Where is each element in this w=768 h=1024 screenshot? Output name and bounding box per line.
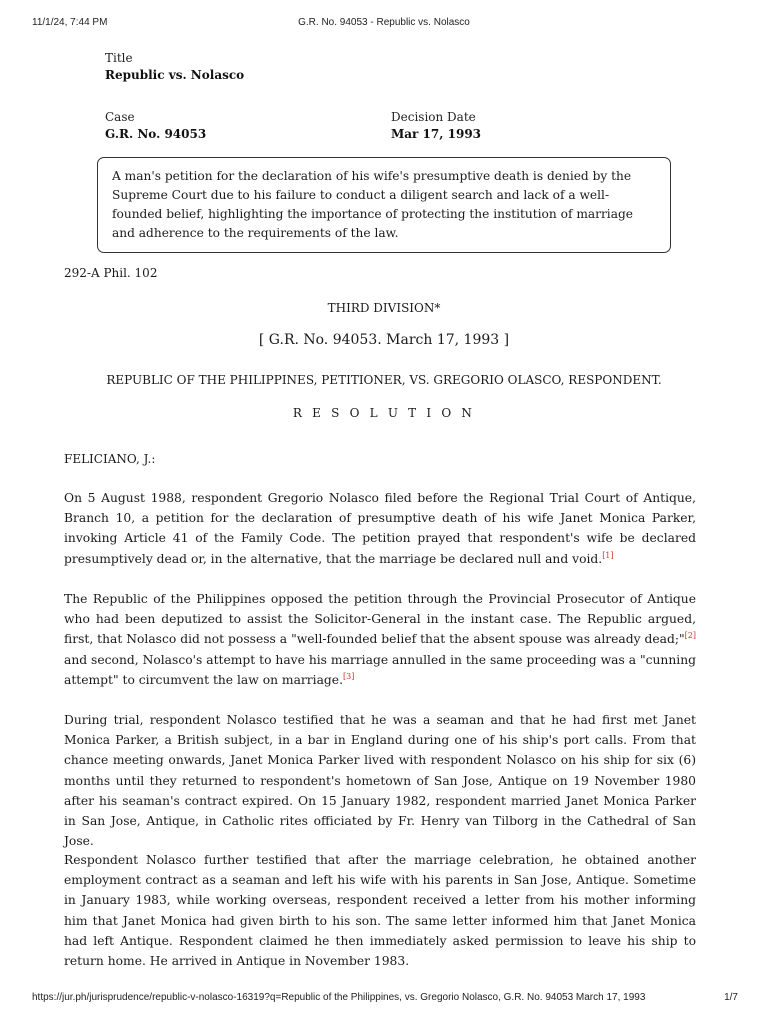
decision-date-value: Mar 17, 1993 xyxy=(391,127,482,141)
case-number-heading: [ G.R. No. 94053. March 17, 1993 ] xyxy=(258,332,510,348)
paragraph-2 xyxy=(64,589,696,690)
print-doc-title: G.R. No. 94053 - Republic vs. Nolasco xyxy=(298,17,470,28)
parties-heading: REPUBLIC OF THE PHILIPPINES, PETITIONER, VS. GREGORIO OLASCO, RESPONDENT. xyxy=(106,373,662,387)
footnote-link-3[interactable]: [3] xyxy=(343,671,355,681)
paragraph-2-text-b: and second, Nolasco's attempt to have his marriage annulled in the same proceeding was a "cunning attempt" to circumvent the law on marriage. xyxy=(64,652,696,687)
page-number: 1/7 xyxy=(724,992,738,1003)
case-summary-box: A man's petition for the declaration of his wife's presumptive death is denied by the Supreme Court due to his failure to conduct a diligent search and lack of a well-founded belief, highlighting the importance of protecting the institution of marriage and adherence to the requirements of the law. xyxy=(97,157,671,253)
paragraph-1-text: On 5 August 1988, respondent Gregorio Nolasco filed before the Regional Trial Court of Antique, Branch 10, a petition for the declaration of presumptive death of his wife Janet Monica Parker, invoking Article 41 of the Family Code. The petition prayed that respondent's wife be declared presumptively dead or, in the alternative, that the marriage be declared null and void. xyxy=(64,491,696,566)
title-value: Republic vs. Nolasco xyxy=(105,68,245,82)
print-header xyxy=(0,13,768,29)
paragraph-4: Respondent Nolasco further testified that after the marriage celebration, he obtained another employment contract as a seaman and left his wife with his parents in San Jose, Antique. Sometime in January 1983, while working overseas, respondent received a letter from his mother informing him that Janet Monica had given birth to his son. The same letter informed him that Janet Monica had left Antique. Respondent claimed he then immediately asked permission to leave his ship to return home. He arrived in Antique in November 1983. xyxy=(64,853,696,969)
footnote-link-1[interactable]: [1] xyxy=(602,550,614,560)
title-label: Title xyxy=(105,51,133,65)
ponente: FELICIANO, J.: xyxy=(64,452,156,466)
division-heading: THIRD DIVISION* xyxy=(327,301,441,315)
print-footer xyxy=(0,992,768,1008)
print-datetime: 11/1/24, 7:44 PM xyxy=(32,17,108,28)
paragraph-2-text-a: The Republic of the Philippines opposed the petition through the Provincial Prosecutor of Antique who had been deputized to assist the Solicitor-General in the instant case. The Republic argued, first, that Nolasco did not possess a "well-founded belief that the absent spouse was already dead;" xyxy=(64,592,696,647)
phil-citation: 292-A Phil. 102 xyxy=(64,266,158,280)
decision-date-label: Decision Date xyxy=(391,110,476,124)
page-url: https://jur.ph/jurisprudence/republic-v-nolasco-16319?q=Republic of the Philippines, vs. Gregorio Nolasco, G.R. No. 94053 March 17, 1993 xyxy=(32,992,646,1003)
resolution-heading: R E S O L U T I O N xyxy=(292,406,476,420)
case-label: Case xyxy=(105,110,135,124)
case-value: G.R. No. 94053 xyxy=(105,127,207,141)
paragraph-3: During trial, respondent Nolasco testified that he was a seaman and that he had first met Janet Monica Parker, a British subject, in a bar in England during one of his ship's port calls. From that chance meeting onwards, Janet Monica Parker lived with respondent Nolasco on his ship for six (6) months until they returned to respondent's hometown of San Jose, Antique on 19 November 1980 after his seaman's contract expired. On 15 January 1982, respondent married Janet Monica Parker in San Jose, Antique, in Catholic rites officiated by Fr. Henry van Tilborg in the Cathedral of San Jose. xyxy=(64,713,696,849)
paragraph-1 xyxy=(64,488,696,569)
footnote-link-2[interactable]: [2] xyxy=(684,631,696,641)
